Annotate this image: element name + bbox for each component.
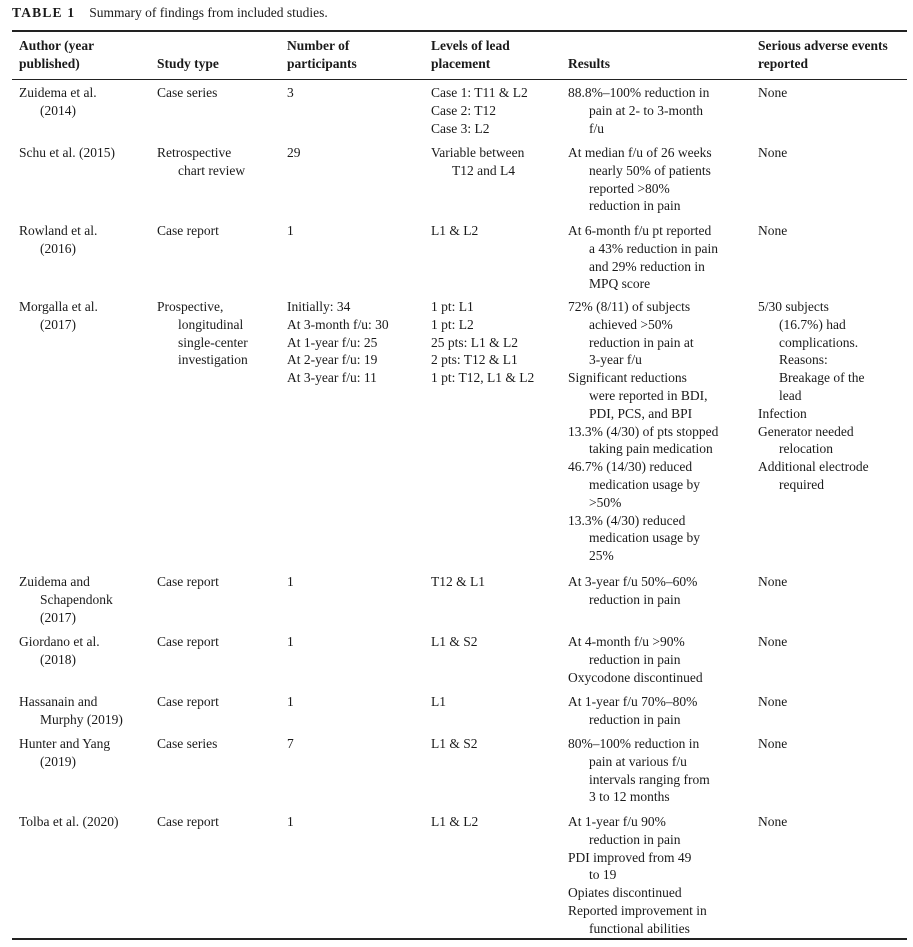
header-line: Study type <box>157 56 219 71</box>
table-title: Summary of findings from included studies. <box>89 5 328 20</box>
cell-line: T12 & L1 <box>431 574 485 589</box>
cell-study-type <box>157 222 219 240</box>
cell-study-type <box>157 298 248 369</box>
cell-author <box>19 633 100 669</box>
cell-line: L1 & S2 <box>431 634 478 649</box>
cell-line: PDI, PCS, and BPI <box>589 405 693 421</box>
cell-line: relocation <box>779 441 833 457</box>
cell-line: Generator needed <box>758 423 854 439</box>
cell-line: Significant reductions <box>568 370 687 386</box>
cell-author <box>19 735 110 771</box>
cell-line: Variable between <box>431 145 525 160</box>
cell-line: At 3-month f/u: 30 <box>287 316 389 332</box>
table-header-rule <box>12 79 907 80</box>
cell-line: complications. <box>779 334 859 350</box>
cell-line: longitudinal <box>178 316 244 332</box>
cell-line: None <box>758 634 788 649</box>
cell-line: nearly 50% of patients <box>589 162 711 178</box>
cell-participants <box>287 84 294 102</box>
cell-adverse-events <box>758 144 787 162</box>
cell-author <box>19 222 97 258</box>
cell-line: None <box>758 85 788 100</box>
cell-line: Retrospective <box>157 145 232 160</box>
header-line: Author (year <box>19 38 95 53</box>
cell-line: functional abilities <box>589 920 690 936</box>
cell-author <box>19 144 115 162</box>
cell-study-type <box>157 573 219 591</box>
cell-line: 3 <box>287 85 294 100</box>
cell-line: 1 <box>287 814 294 829</box>
cell-line: None <box>758 814 788 829</box>
cell-adverse-events <box>758 735 787 753</box>
cell-participants <box>287 633 294 651</box>
header-line: placement <box>431 56 491 71</box>
cell-author <box>19 573 113 626</box>
cell-line: Giordano et al. <box>19 634 100 649</box>
cell-line: 25 pts: L1 & L2 <box>431 334 518 350</box>
cell-line: L1 & L2 <box>431 814 479 829</box>
cell-line: reduction in pain <box>589 591 681 607</box>
cell-line: 72% (8/11) of subjects <box>568 299 691 314</box>
cell-line: At 1-year f/u 70%–80% <box>568 694 698 709</box>
cell-line: Case 1: T11 & L2 <box>431 85 528 100</box>
cell-line: reduction in pain <box>589 198 681 214</box>
cell-results <box>568 633 703 686</box>
cell-results <box>568 693 697 729</box>
header-line: participants <box>287 56 357 71</box>
cell-line: chart review <box>178 162 246 178</box>
cell-line: 25% <box>589 548 614 564</box>
header-line: Serious adverse events <box>758 38 888 53</box>
cell-line: Additional electrode <box>758 459 869 475</box>
header-line: Number of <box>287 38 350 53</box>
cell-adverse-events <box>758 222 787 240</box>
cell-line: reduction in pain at <box>589 334 694 350</box>
cell-line: investigation <box>178 352 248 368</box>
cell-line: 3 to 12 months <box>589 789 670 805</box>
cell-line: Case report <box>157 634 219 649</box>
cell-line: >50% <box>589 494 622 510</box>
cell-lead-placement <box>431 573 485 591</box>
cell-study-type <box>157 144 245 180</box>
cell-line: 7 <box>287 736 294 751</box>
cell-line: T12 and L4 <box>452 162 515 178</box>
cell-line: At 3-year f/u 50%–60% <box>568 574 698 589</box>
cell-line: Initially: 34 <box>287 299 351 314</box>
cell-line: None <box>758 694 788 709</box>
cell-line: a 43% reduction in pain <box>589 240 718 256</box>
cell-line: At 6-month f/u pt reported <box>568 223 712 238</box>
cell-line: PDI improved from 49 <box>568 849 692 865</box>
cell-line: 3-year f/u <box>589 352 642 368</box>
cell-line: At 3-year f/u: 11 <box>287 370 377 386</box>
cell-line: None <box>758 736 788 751</box>
cell-line: Zuidema and <box>19 574 90 589</box>
cell-line: reported >80% <box>589 180 670 196</box>
cell-line: Morgalla et al. <box>19 299 98 314</box>
cell-line: None <box>758 145 788 160</box>
cell-line: At 1-year f/u 90% <box>568 814 666 829</box>
cell-line: taking pain medication <box>589 441 713 457</box>
cell-study-type <box>157 693 219 711</box>
cell-line: 1 <box>287 694 294 709</box>
cell-line: medication usage by <box>589 476 700 492</box>
cell-line: (2018) <box>40 651 76 667</box>
cell-line: 1 pt: T12, L1 & L2 <box>431 370 535 386</box>
cell-line: At 4-month f/u >90% <box>568 634 685 649</box>
cell-line: 80%–100% reduction in <box>568 736 700 751</box>
cell-line: 5/30 subjects <box>758 299 829 314</box>
cell-line: (16.7%) had <box>779 316 846 332</box>
cell-line: 1 <box>287 574 294 589</box>
cell-line: intervals ranging from <box>589 771 710 787</box>
cell-adverse-events <box>758 813 787 831</box>
cell-line: Zuidema et al. <box>19 85 97 100</box>
cell-study-type <box>157 84 217 102</box>
cell-line: Hassanain and <box>19 694 98 709</box>
header-line: Levels of lead <box>431 38 510 53</box>
cell-line: 88.8%–100% reduction in <box>568 85 710 100</box>
table-bottom-rule <box>12 938 907 940</box>
cell-line: reduction in pain <box>589 711 681 727</box>
cell-lead-placement <box>431 144 524 180</box>
header-study-type <box>157 55 219 73</box>
cell-lead-placement <box>431 735 478 753</box>
cell-lead-placement <box>431 633 478 651</box>
cell-participants <box>287 144 301 162</box>
cell-line: Case report <box>157 574 219 589</box>
cell-author <box>19 693 123 729</box>
cell-participants <box>287 573 294 591</box>
cell-adverse-events <box>758 693 787 711</box>
cell-line: (2014) <box>40 102 76 118</box>
table-label: TABLE 1 <box>12 5 76 20</box>
cell-line: 2 pts: T12 & L1 <box>431 352 518 368</box>
cell-line: pain at various f/u <box>589 753 687 769</box>
cell-results <box>568 573 697 609</box>
cell-line: Case report <box>157 814 219 829</box>
cell-adverse-events <box>758 84 787 102</box>
cell-line: Schapendonk <box>40 591 113 607</box>
cell-results <box>568 298 718 565</box>
cell-line: Hunter and Yang <box>19 736 111 751</box>
cell-line: Case report <box>157 223 219 238</box>
cell-line: MPQ score <box>589 276 651 292</box>
header-author <box>19 37 94 73</box>
cell-line: At 1-year f/u: 25 <box>287 334 378 350</box>
cell-adverse-events <box>758 298 869 494</box>
cell-study-type <box>157 735 217 753</box>
cell-line: (2019) <box>40 753 76 769</box>
cell-line: L1 & S2 <box>431 736 478 751</box>
cell-line: (2016) <box>40 240 76 256</box>
cell-line: Murphy (2019) <box>40 711 123 727</box>
cell-line: reduction in pain <box>589 651 681 667</box>
cell-line: Tolba et al. (2020) <box>19 814 119 829</box>
cell-participants <box>287 813 294 831</box>
cell-results <box>568 735 710 806</box>
cell-line: Breakage of the <box>779 370 865 386</box>
cell-line: Schu et al. (2015) <box>19 145 115 160</box>
cell-results <box>568 84 709 137</box>
cell-line: (2017) <box>40 316 76 332</box>
cell-participants <box>287 222 294 240</box>
cell-line: None <box>758 574 788 589</box>
table-top-rule <box>12 30 907 32</box>
cell-line: 1 <box>287 634 294 649</box>
cell-line: Case series <box>157 736 218 751</box>
cell-line: and 29% reduction in <box>589 258 705 274</box>
cell-line: medication usage by <box>589 530 700 546</box>
cell-line: Case series <box>157 85 218 100</box>
cell-line: L1 <box>431 694 446 709</box>
cell-line: 1 pt: L2 <box>431 316 474 332</box>
cell-line: 13.3% (4/30) of pts stopped <box>568 423 719 439</box>
cell-line: to 19 <box>589 867 617 883</box>
cell-lead-placement <box>431 693 446 711</box>
header-adverse-events <box>758 37 888 73</box>
cell-results <box>568 144 712 215</box>
cell-line: At median f/u of 26 weeks <box>568 145 712 160</box>
cell-lead-placement <box>431 813 478 831</box>
cell-adverse-events <box>758 633 787 651</box>
cell-line: achieved >50% <box>589 316 673 332</box>
header-line: published) <box>19 56 80 71</box>
cell-line: (2017) <box>40 609 76 625</box>
cell-line: Oxycodone discontinued <box>568 669 703 685</box>
cell-line: were reported in BDI, <box>589 387 708 403</box>
cell-adverse-events <box>758 573 787 591</box>
cell-line: 29 <box>287 145 301 160</box>
cell-line: 1 pt: L1 <box>431 299 474 314</box>
cell-line: None <box>758 223 788 238</box>
header-lead-placement <box>431 37 510 73</box>
cell-line: Reported improvement in <box>568 902 707 918</box>
cell-line: 13.3% (4/30) reduced <box>568 512 686 528</box>
cell-results <box>568 222 718 293</box>
cell-line: 46.7% (14/30) reduced <box>568 459 693 475</box>
cell-author <box>19 298 98 334</box>
cell-lead-placement <box>431 84 528 137</box>
cell-line: single-center <box>178 334 248 350</box>
cell-line: Infection <box>758 405 807 421</box>
cell-line: f/u <box>589 120 604 136</box>
cell-participants <box>287 735 294 753</box>
cell-study-type <box>157 813 219 831</box>
cell-participants <box>287 298 389 387</box>
cell-line: required <box>779 476 824 492</box>
cell-line: 1 <box>287 223 294 238</box>
cell-line: Case report <box>157 694 219 709</box>
cell-line: L1 & L2 <box>431 223 479 238</box>
cell-line: Case 2: T12 <box>431 102 496 118</box>
cell-lead-placement <box>431 222 478 240</box>
cell-study-type <box>157 633 219 651</box>
cell-line: At 2-year f/u: 19 <box>287 352 378 368</box>
cell-results <box>568 813 707 938</box>
table-caption <box>12 4 328 22</box>
cell-author <box>19 813 119 831</box>
cell-line: Reasons: <box>779 352 828 368</box>
header-participants <box>287 37 357 73</box>
cell-line: pain at 2- to 3-month <box>589 102 703 118</box>
cell-line: lead <box>779 387 802 403</box>
cell-line: Opiates discontinued <box>568 885 682 901</box>
header-line: reported <box>758 56 808 71</box>
header-line: Results <box>568 56 611 71</box>
cell-author <box>19 84 97 120</box>
cell-participants <box>287 693 294 711</box>
cell-line: Case 3: L2 <box>431 120 490 136</box>
cell-line: Rowland et al. <box>19 223 98 238</box>
header-results <box>568 55 610 73</box>
cell-line: reduction in pain <box>589 831 681 847</box>
cell-lead-placement <box>431 298 534 387</box>
cell-line: Prospective, <box>157 299 224 314</box>
